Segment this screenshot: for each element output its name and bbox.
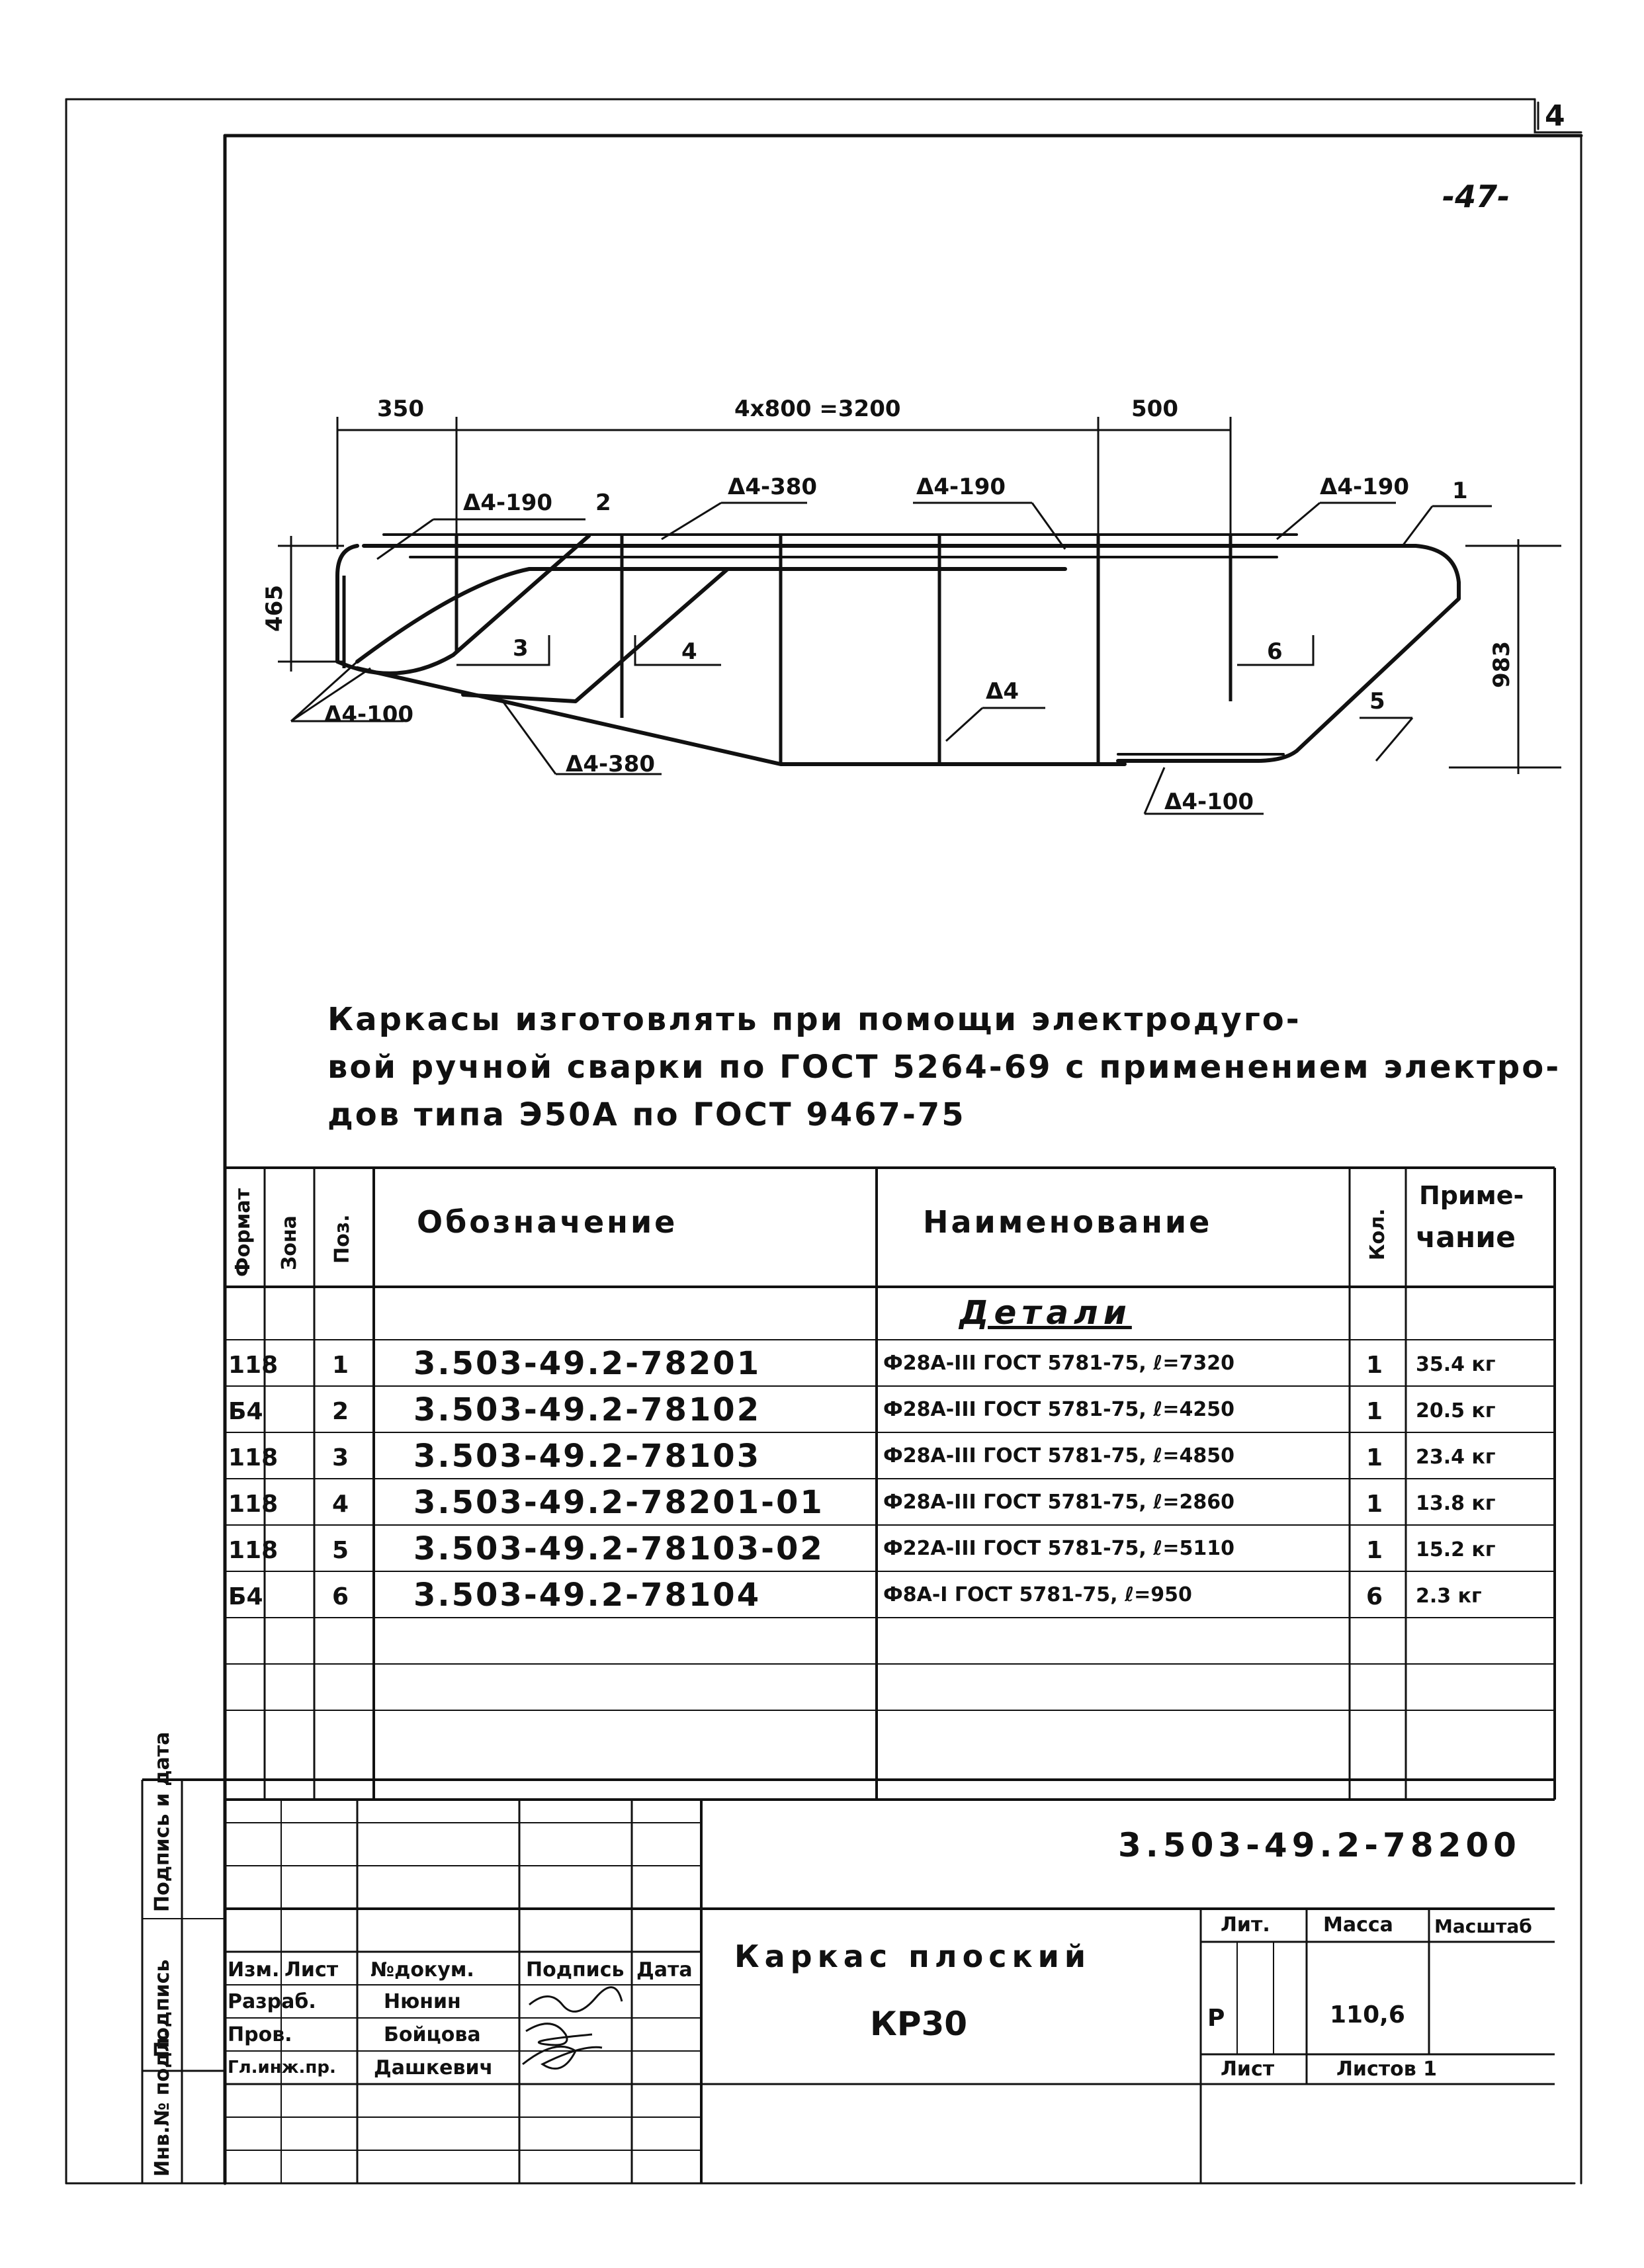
table-row bbox=[225, 1432, 1555, 1479]
table-row bbox=[225, 1525, 1555, 1571]
header-note-1: Приме- bbox=[1419, 1181, 1524, 1210]
note-line-1: Каркасы изготовлять при помощи электродуго- bbox=[327, 1001, 1301, 1038]
name-chief-engineer: Дашкевич bbox=[374, 2056, 494, 2079]
label-izm: Изм. bbox=[228, 1958, 280, 1982]
cell-qty: 1 bbox=[1366, 1352, 1383, 1379]
cell-qty: 1 bbox=[1366, 1398, 1383, 1425]
cell-designation: 3.503-49.2-78103 bbox=[413, 1438, 761, 1475]
dim-983: 983 bbox=[1489, 641, 1515, 688]
cell-pos: 4 bbox=[332, 1491, 349, 1518]
header-qty: Кол. bbox=[1366, 1208, 1389, 1260]
position-5-label: 5 bbox=[1369, 688, 1385, 715]
role-developer: Разраб. bbox=[228, 1990, 316, 2013]
cell-designation: 3.503-49.2-78102 bbox=[413, 1391, 761, 1428]
cell-note: 15.2 кг bbox=[1416, 1538, 1496, 1561]
name-checker: Бойцова bbox=[384, 2023, 481, 2046]
signature-2 bbox=[526, 2024, 592, 2045]
cell-note: 35.4 кг bbox=[1416, 1353, 1496, 1376]
weld-mark-1: Δ4-190 bbox=[463, 490, 553, 516]
cell-format: 118 bbox=[228, 1491, 279, 1518]
label-mass: Масса bbox=[1323, 1913, 1393, 1937]
page-mark: -47- bbox=[1442, 179, 1510, 214]
position-1-label: 1 bbox=[1452, 478, 1468, 504]
side-signature: Подпись bbox=[151, 1959, 174, 2058]
header-zone: Зона bbox=[278, 1215, 301, 1270]
header-pos: Поз. bbox=[331, 1214, 354, 1264]
label-list: Лист bbox=[284, 1958, 339, 1982]
table-row bbox=[225, 1340, 1555, 1386]
dim-350: 350 bbox=[377, 396, 424, 422]
cell-designation: 3.503-49.2-78104 bbox=[413, 1577, 761, 1614]
cell-note: 13.8 кг bbox=[1416, 1492, 1496, 1515]
header-note-2: чание bbox=[1416, 1221, 1516, 1254]
cell-name: Ф22А-III ГОСТ 5781-75, ℓ=5110 bbox=[883, 1537, 1234, 1560]
cell-name: Ф28А-III ГОСТ 5781-75, ℓ=2860 bbox=[883, 1491, 1234, 1514]
header-designation: Обозначение bbox=[417, 1204, 678, 1240]
signature-3 bbox=[523, 2046, 602, 2068]
cell-designation: 3.503-49.2-78103-02 bbox=[413, 1530, 824, 1567]
note-line-3: дов типа Э50А по ГОСТ 9467-75 bbox=[327, 1096, 966, 1133]
position-4-label: 4 bbox=[681, 638, 697, 665]
cell-qty: 1 bbox=[1366, 1444, 1383, 1471]
cell-note: 23.4 кг bbox=[1416, 1446, 1496, 1469]
position-2-label: 2 bbox=[595, 490, 611, 516]
header-name: Наименование bbox=[923, 1204, 1213, 1240]
cell-pos: 2 bbox=[332, 1398, 349, 1425]
title-line-1: Каркас плоский bbox=[734, 1939, 1092, 1974]
doc-number: 3.503-49.2-78200 bbox=[1118, 1826, 1521, 1864]
cell-name: Ф28А-III ГОСТ 5781-75, ℓ=7320 bbox=[883, 1352, 1234, 1375]
cell-format: 118 bbox=[228, 1352, 279, 1379]
label-lit: Лит. bbox=[1221, 1913, 1270, 1937]
label-date: Дата bbox=[636, 1958, 693, 1982]
weld-mark-5: Δ4-100 bbox=[324, 701, 414, 728]
cell-pos: 6 bbox=[332, 1583, 349, 1610]
cell-note: 2.3 кг bbox=[1416, 1585, 1482, 1608]
position-3-label: 3 bbox=[513, 635, 529, 662]
table-row bbox=[225, 1571, 1555, 1618]
weld-mark-2: Δ4-380 bbox=[728, 474, 818, 500]
title-line-2: КР30 bbox=[870, 2005, 968, 2043]
role-checker: Пров. bbox=[228, 2023, 292, 2046]
cell-qty: 6 bbox=[1366, 1583, 1383, 1610]
header-format: Формат bbox=[232, 1188, 255, 1277]
cell-designation: 3.503-49.2-78201-01 bbox=[413, 1484, 824, 1521]
table-row bbox=[225, 1386, 1555, 1432]
table-row bbox=[225, 1479, 1555, 1525]
section-details: Детали bbox=[959, 1293, 1132, 1332]
note-line-2: вой ручной сварки по ГОСТ 5264-69 с применением электро- bbox=[327, 1049, 1561, 1086]
label-sheet: Лист bbox=[1221, 2058, 1275, 2081]
signature-1 bbox=[529, 1987, 622, 2012]
cell-format: Б4 bbox=[228, 1398, 263, 1425]
role-chief-engineer: Гл.инж.пр. bbox=[228, 2058, 336, 2077]
dim-500: 500 bbox=[1131, 396, 1178, 422]
dim-465: 465 bbox=[261, 585, 288, 632]
cell-pos: 5 bbox=[332, 1537, 349, 1564]
cell-format: 118 bbox=[228, 1444, 279, 1471]
name-developer: Нюнин bbox=[384, 1990, 461, 2013]
cell-pos: 1 bbox=[332, 1352, 349, 1379]
dim-4x800: 4x800 =3200 bbox=[734, 396, 901, 422]
cell-format: 118 bbox=[228, 1537, 279, 1564]
mass-value: 110,6 bbox=[1330, 2001, 1405, 2028]
side-signature-date: Подпись и дата bbox=[151, 1731, 174, 1912]
side-inventory-number: Инв.№ подл. bbox=[151, 2030, 174, 2177]
weld-mark-8: Δ4-100 bbox=[1164, 789, 1254, 815]
weld-mark-4: Δ4-190 bbox=[1320, 474, 1410, 500]
cell-qty: 1 bbox=[1366, 1491, 1383, 1518]
cell-name: Ф28А-III ГОСТ 5781-75, ℓ=4250 bbox=[883, 1398, 1234, 1421]
label-scale: Масштаб bbox=[1434, 1915, 1532, 1937]
lit-value: Р bbox=[1207, 2005, 1225, 2032]
cell-qty: 1 bbox=[1366, 1537, 1383, 1564]
cell-name: Ф8А-I ГОСТ 5781-75, ℓ=950 bbox=[883, 1583, 1192, 1606]
weld-mark-3: Δ4-190 bbox=[916, 474, 1006, 500]
label-sheets: Листов 1 bbox=[1336, 2058, 1438, 2081]
cell-format: Б4 bbox=[228, 1583, 263, 1610]
cell-pos: 3 bbox=[332, 1444, 349, 1471]
weld-mark-6: Δ4-380 bbox=[566, 751, 656, 777]
corner-number: 4 bbox=[1545, 99, 1565, 133]
cell-note: 20.5 кг bbox=[1416, 1399, 1496, 1422]
position-6-label: 6 bbox=[1267, 638, 1283, 665]
label-sign: Подпись bbox=[526, 1958, 625, 1982]
label-ndoc: №докум. bbox=[370, 1958, 474, 1982]
weld-mark-7: Δ4 bbox=[986, 678, 1019, 705]
cell-name: Ф28А-III ГОСТ 5781-75, ℓ=4850 bbox=[883, 1444, 1234, 1467]
cell-designation: 3.503-49.2-78201 bbox=[413, 1345, 761, 1382]
